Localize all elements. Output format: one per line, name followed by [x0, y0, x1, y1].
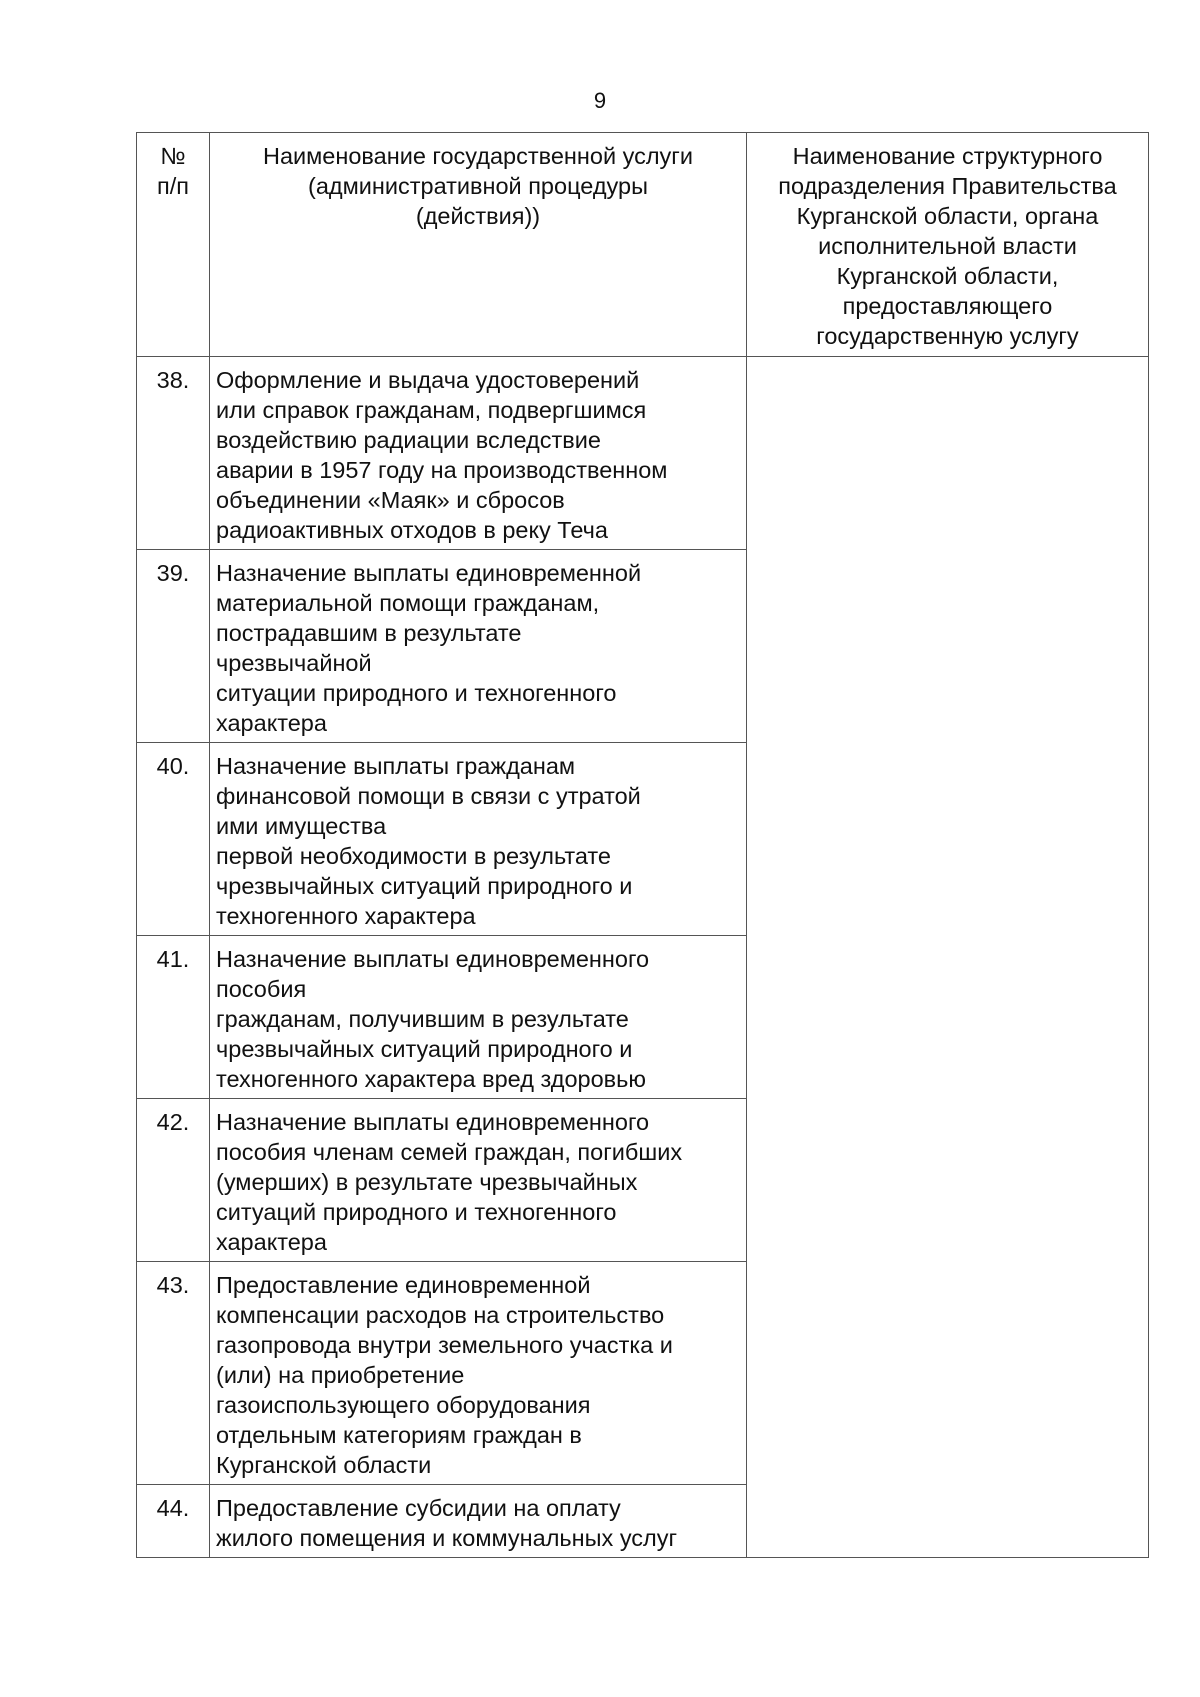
service-name: Назначение выплаты единовременного пособия членам семей граждан, погибших (умерших) в результате чрезвычайных ситуаций природного и техногенного характера	[210, 1099, 747, 1262]
service-name: Назначение выплаты единовременной материальной помощи гражданам, пострадавшим в результате чрезвычайной ситуации природного и техногенного характера	[210, 550, 747, 743]
service-name: Назначение выплаты единовременного пособия гражданам, получившим в результате чрезвычайных ситуаций природного и техногенного характера вред здоровью	[210, 936, 747, 1099]
row-number: 39.	[137, 550, 210, 743]
header-service-name: Наименование государственной услуги (административной процедуры (действия))	[210, 133, 747, 357]
table-header-row	[137, 133, 1149, 357]
service-name: Назначение выплаты гражданам финансовой помощи в связи с утратой ими имущества первой необходимости в результате чрезвычайных ситуаций природного и техногенного характера	[210, 743, 747, 936]
service-name: Предоставление единовременной компенсации расходов на строительство газопровода внутри земельного участка и (или) на приобретение газоиспользующего оборудования отдельным категориям граждан в Курганской области	[210, 1262, 747, 1485]
department-cell	[747, 357, 1149, 1558]
service-name: Оформление и выдача удостоверений или справок гражданам, подвергшимся воздействию радиации вследствие аварии в 1957 году на производственном объединении «Маяк» и сбросов радиоактивных отходов в реку Теча	[210, 357, 747, 550]
table-row	[137, 357, 1149, 550]
header-department: Наименование структурного подразделения Правительства Курганской области, органа исполнительной власти Курганской области, предоставляющего государственную услугу	[747, 133, 1149, 357]
row-number: 41.	[137, 936, 210, 1099]
row-number: 43.	[137, 1262, 210, 1485]
services-table	[136, 132, 1149, 1558]
row-number: 44.	[137, 1485, 210, 1558]
row-number: 42.	[137, 1099, 210, 1262]
service-name: Предоставление субсидии на оплату жилого помещения и коммунальных услуг	[210, 1485, 747, 1558]
row-number: 38.	[137, 357, 210, 550]
page-number: 9	[593, 88, 607, 113]
header-number: № п/п	[137, 133, 210, 357]
row-number: 40.	[137, 743, 210, 936]
